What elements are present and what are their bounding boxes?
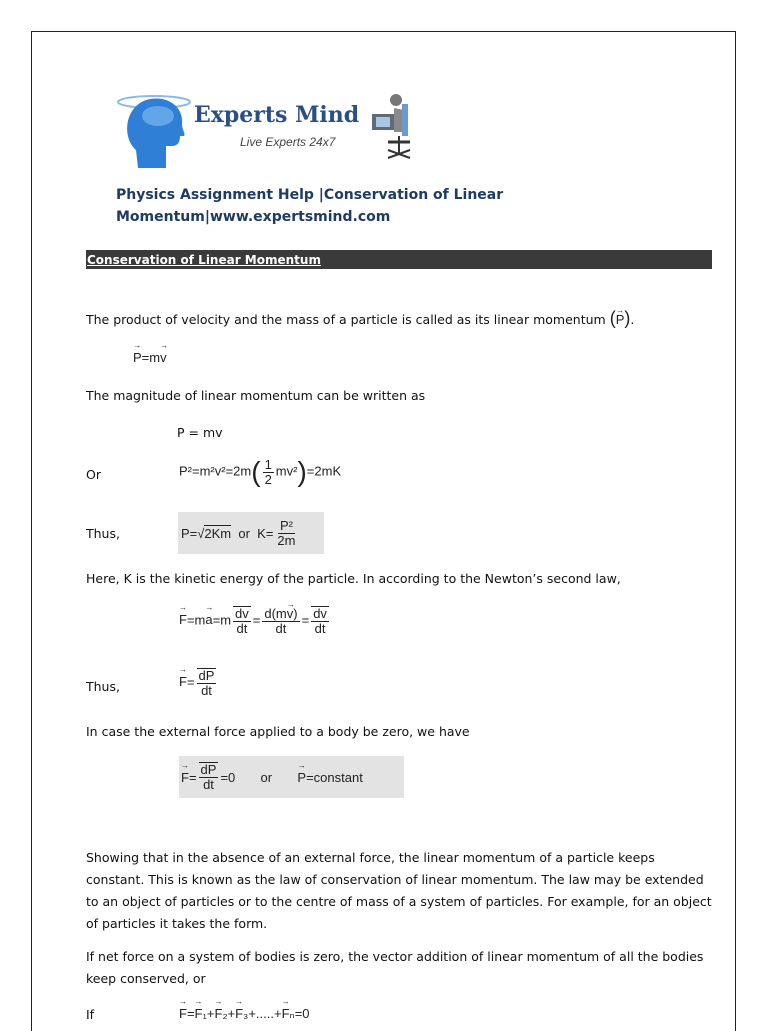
momentum-symbol: → P [616, 309, 625, 331]
equation-net-force-sum: → F=→ F₁+→ F₂+→ F₃+.....+→ Fₙ=0 [179, 1006, 310, 1022]
paragraph-net-force-zero: If net force on a system of bodies is zero, the vector addition of linear momentum of all the bodies keep conserved, or [86, 949, 704, 986]
equation-p-squared: P²=m²v²=2m( $\frac{1}{2}$ mv²)=2mK [179, 456, 342, 487]
section-heading: Conservation of Linear Momentum [87, 253, 321, 267]
person-at-computer-icon [366, 92, 416, 162]
paragraph-momentum-definition: The product of velocity and the mass of a particle is called as its linear momentum (→ P). [86, 307, 726, 331]
equation-newton-second-law: → F=m→ a=m $\frac{dv}{dt}$ = $\frac{d(m\to v)}{dt}$ = $\frac{dv}{dt}$ [179, 606, 331, 636]
experts-mind-logo [116, 90, 416, 172]
paragraph-kinetic-energy: Here, K is the kinetic energy of the particle. In according to the Newton’s second law, [86, 571, 621, 586]
section-heading-bar [86, 250, 712, 269]
equation-momentum-constant: → F = $\frac{dP}{dt}$ =0 or → P =constant [179, 756, 404, 798]
head-silhouette-icon [116, 90, 196, 170]
equation-p-equals-mv: P = mv [177, 425, 223, 440]
document-page [31, 31, 736, 1031]
paragraph-conservation-law: Showing that in the absence of an external force, the linear momentum of a particle keeps constant. This is known as the law of conservation of linear momentum. The law may be extended to an object of particles or to the centre of mass of a system of particles. For example, for an object of particles it takes the form. [86, 850, 712, 931]
or-label: Or [86, 467, 101, 482]
title-line-2: Momentum|www.expertsmind.com [116, 209, 391, 225]
thus-label-1: Thus, [86, 526, 120, 541]
equation-p-sqrt-2km: P=√ 2Km or K= $\frac{\text{P²}}{2m}$ [178, 512, 324, 554]
brand-name: Experts Mind [194, 102, 360, 128]
paragraph-magnitude: The magnitude of linear momentum can be written as [86, 388, 426, 403]
equation-p-equals-mv-vector: → P=m→ v [133, 350, 167, 365]
document-title [116, 184, 556, 228]
equation-f-equals-dp-dt: → F= $\frac{dP}{dt}$ [179, 668, 218, 698]
thus-label-2: Thus, [86, 679, 120, 694]
if-label: If [86, 1007, 95, 1022]
title-line-1: Physics Assignment Help |Conservation of Linear [116, 187, 504, 203]
brand-tagline: Live Experts 24x7 [240, 135, 336, 149]
paragraph-zero-force: In case the external force applied to a body be zero, we have [86, 724, 470, 739]
